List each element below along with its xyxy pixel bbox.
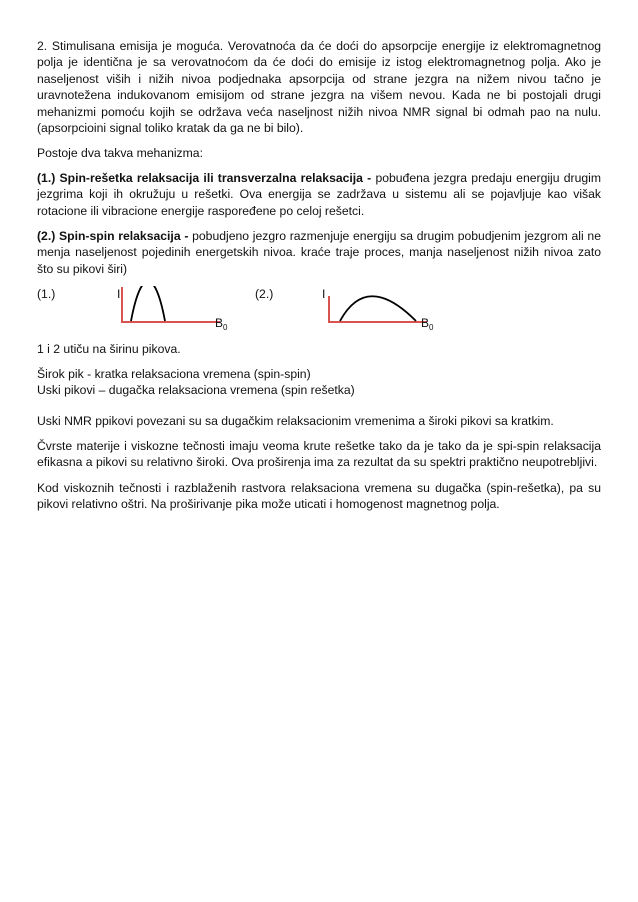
paragraph-spin-lattice [37, 170, 601, 219]
paragraph-spin-spin [37, 228, 601, 277]
paragraph-peak-width: 1 i 2 utiču na širinu pikova. [37, 342, 181, 357]
paragraph-stimulated-emission: 2. Stimulisana emisija je moguća. Verovatnoća da će doći do apsorpcije energije iz elektromagnetnog polja je identična je sa verovatnoćom da će doći do emisije iz istog elektromagnetnog polja. Ako je naseljenost viših i nižih nivoa podjednaka apsorpcija od strane jezgra na nižem nivou tačno je uravnotežena indukovanom emisijom od strane jezgra na višem nevou. Kada ne bi postojali drugi mehanizmi pomoću kojih se održava veća naseljnost nižih nivoa NMR signal bi odmah pao na nulu. (apsorpcioini signal toliko kratak da ga ne bi bilo). [37, 39, 601, 136]
figure-1-x-axis-label: $B_0$ [215, 316, 228, 333]
spin-lattice-text: pobuđena jezgra predaju energiju drugim jezgrima koji ih okružuju u rešetki. Ova energija se zadržava u sistemu ali se pojavljuje kao višak rotacione ili vibracione energije raspoređene po celoj rešetci. [37, 170, 602, 218]
paragraph-narrow-peak: Uski pikovi – dugačka relaksaciona vremena (spin rešetka) [37, 383, 355, 398]
spin-spin-text: pobudjeno jezgro razmenjuje energiju sa drugim pobudjenim jezgrom ali ne menja naseljenost pojedinih energetskih nivoa. kraće traje proces, manja naseljenost nižih nivoa zato što su pikovi širi) [37, 229, 601, 276]
figure-2-x-axis-label: $B_0$ [421, 316, 434, 333]
document-page [37, 38, 601, 522]
figure-1-y-axis-label: I [117, 287, 121, 302]
paragraph-solids-viscous: Čvrste materije i viskozne tečnosti imaju veoma krute rešetke tako da je tako da je spi-spin relaksacija efikasna a pikovi su relativno široki. Ova proširenja ima za rezultat da su spektri praktično neupotrebljivi. [37, 438, 601, 470]
paragraph-broad-peak: Širok pik - kratka relaksaciona vremena (spin-spin) [37, 366, 311, 381]
spin-lattice-heading: (1.) Spin-rešetka relaksacija ili transverzalna relaksacija - [37, 170, 372, 185]
figure-2-curve [340, 297, 416, 322]
figure-1-narrow-peak [121, 286, 221, 326]
figure-1-axes [122, 287, 220, 322]
paragraph-dilute-solutions: Kod viskoznih tečnosti i razblaženih rastvora relaksaciona vremena su dugačka (spin-rešetka), pa su pikovi relativno oštri. Na proširivanje pika može uticati i homogenost magnetnog polja. [37, 480, 601, 512]
figure-2-label: (2.) [255, 287, 274, 302]
figure-1-label: (1.) [37, 287, 56, 302]
figure-1-curve [131, 286, 165, 321]
paragraph-two-mechanisms: Postoje dva takva mehanizma: [37, 146, 203, 161]
peak-figures [37, 286, 601, 332]
paragraph-narrow-nmr-peaks: Uski NMR ppikovi povezani su sa dugačkim relaksacionim vremenima a široki pikovi sa kratkim. [37, 413, 554, 428]
figure-2-broad-peak [328, 286, 428, 326]
spin-spin-heading: (2.) Spin-spin relaksacija - [37, 229, 189, 244]
figure-2-y-axis-label: I [322, 287, 326, 302]
